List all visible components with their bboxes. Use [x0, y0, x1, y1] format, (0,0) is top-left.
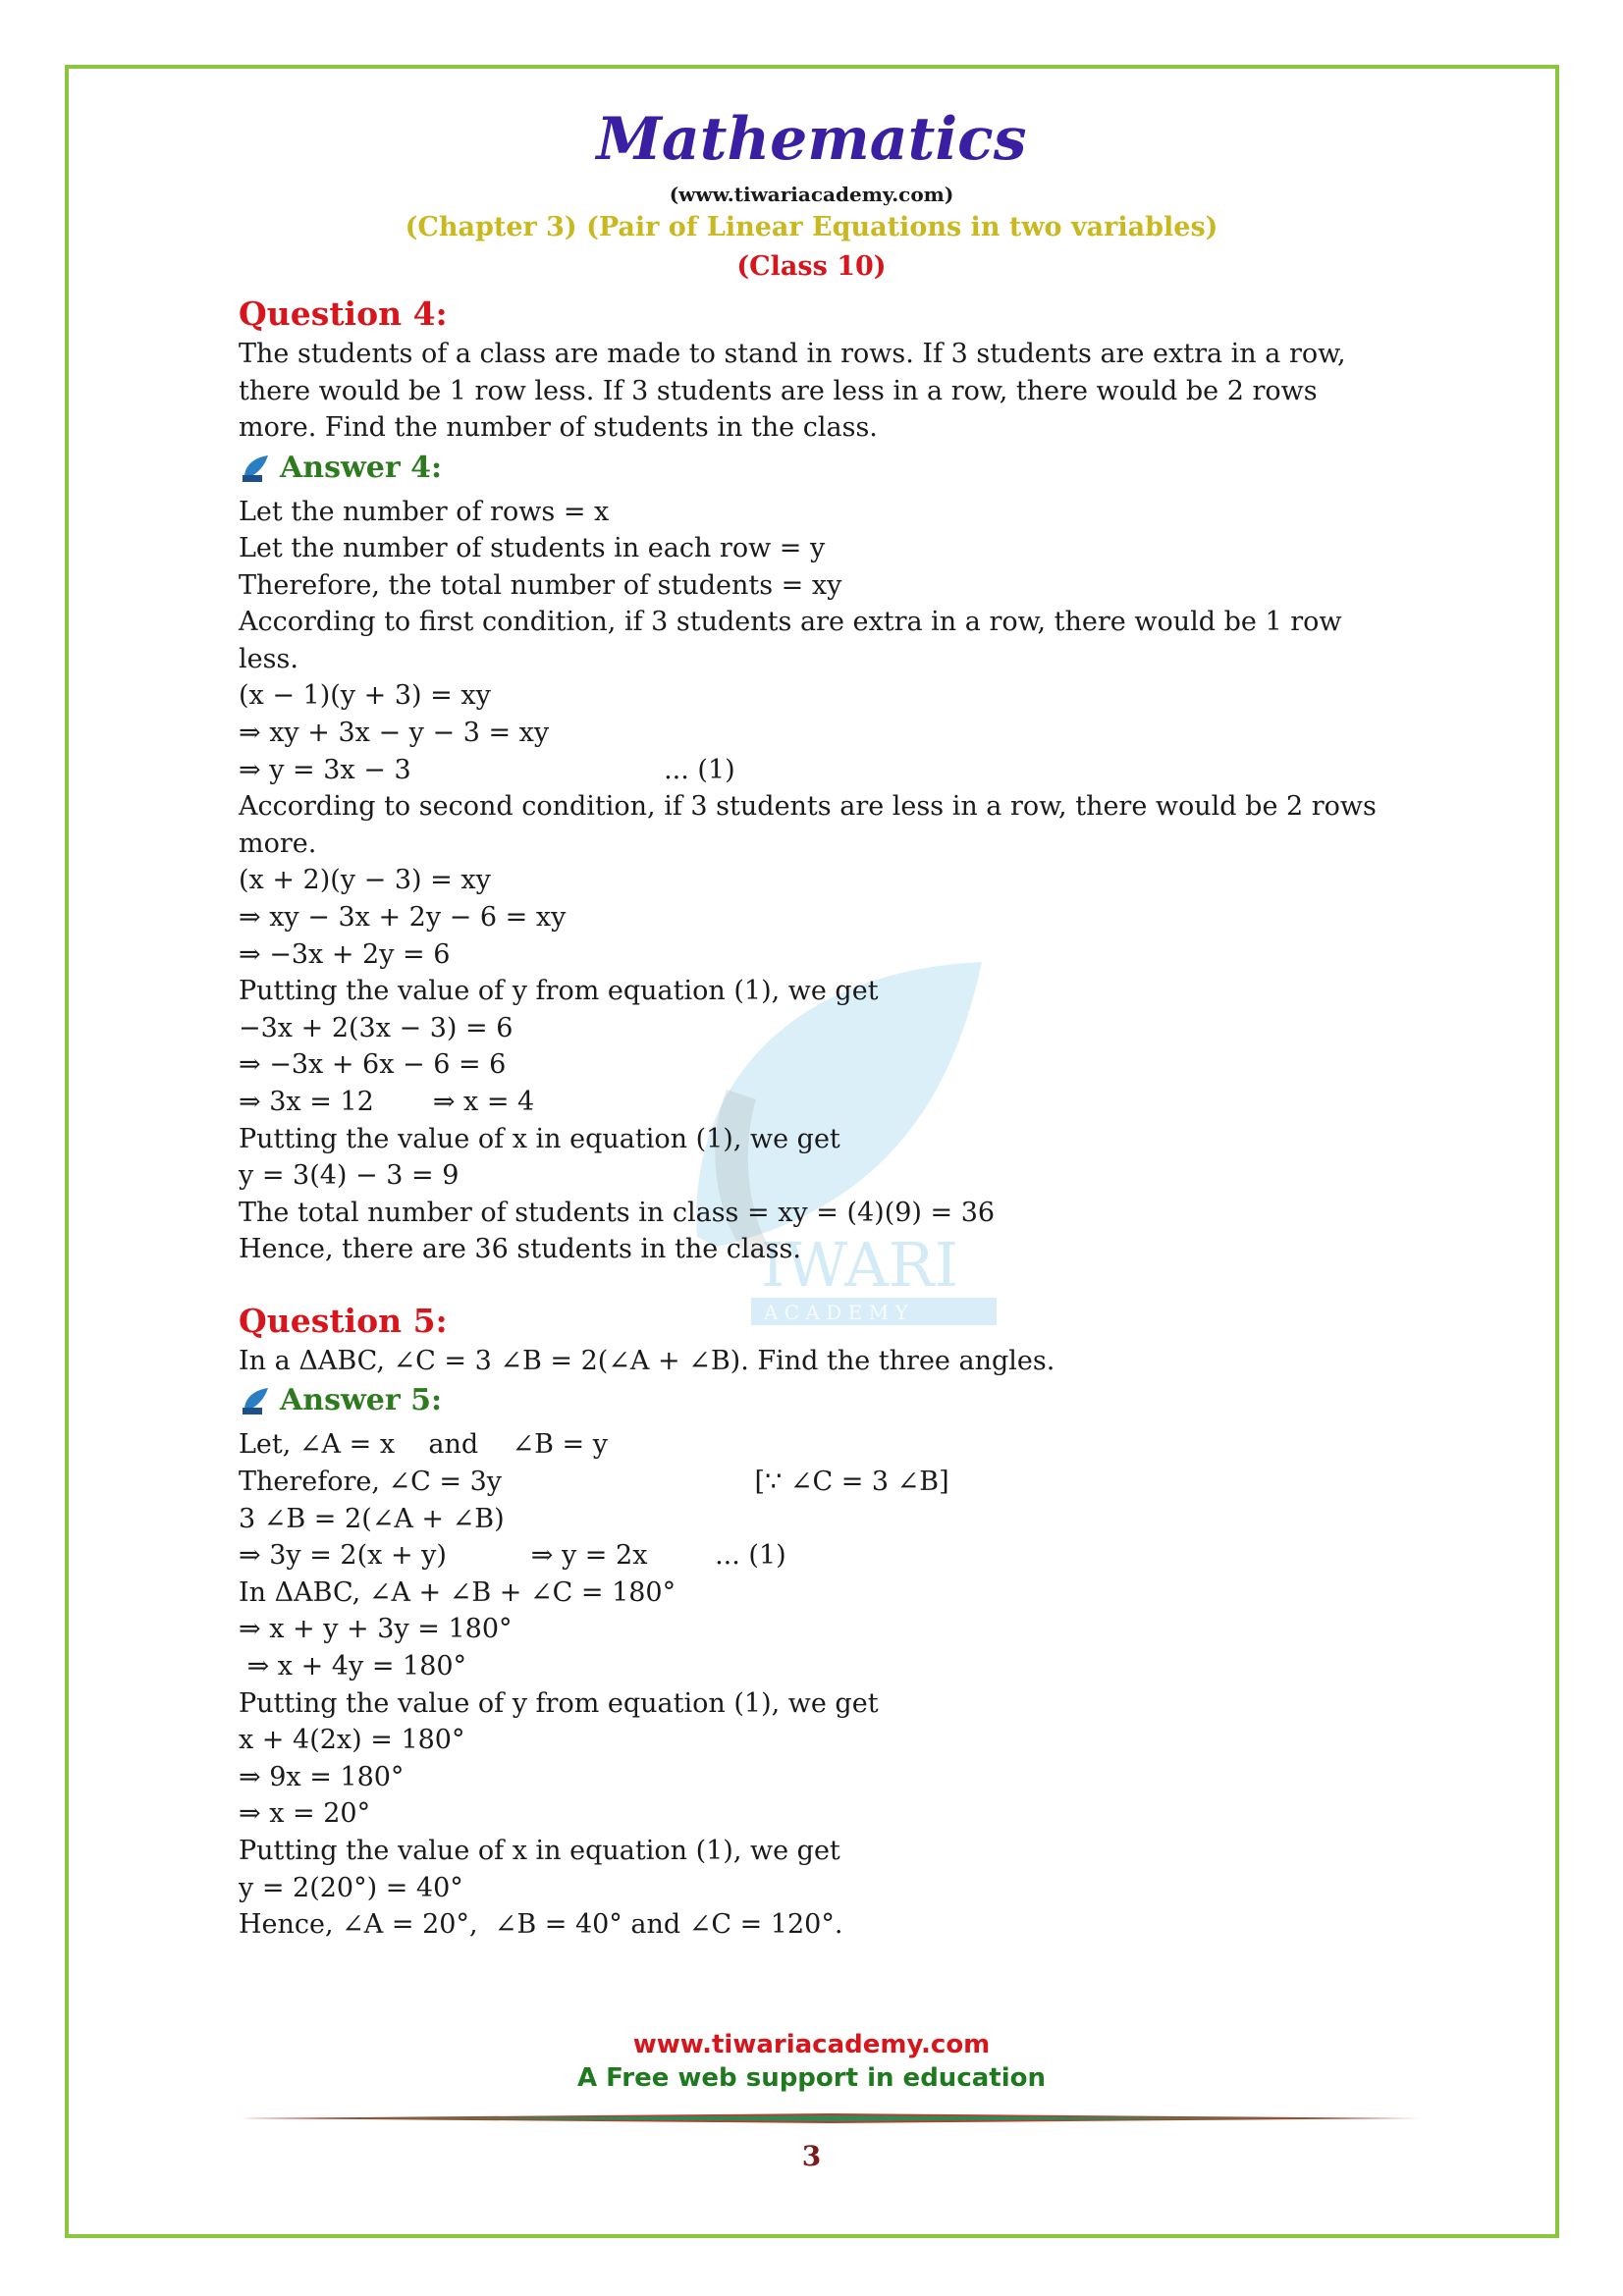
question-4-title: Question 4: [239, 294, 448, 333]
solution-line: Putting the value of y from equation (1), we get [239, 1687, 879, 1719]
footer-site-link[interactable]: www.tiwariacademy.com [632, 2030, 991, 2059]
page-title: Mathematics [596, 105, 1027, 174]
page-footer [0, 2028, 1623, 2095]
solution-line: Let the number of students in each row = y [239, 533, 826, 564]
solution-line: ⇒ x + y + 3y = 180° [239, 1614, 513, 1645]
solution-line: ⇒ x + 4y = 180° [239, 1651, 467, 1682]
watermark-word: IWARI [761, 1229, 959, 1301]
solution-line: Let the number of rows = x [239, 496, 610, 527]
solution-line: ⇒ y = 3x − 3 ... (1) [239, 754, 735, 785]
solution-line: Let, ∠A = x and ∠B = y [239, 1429, 608, 1461]
main-content [239, 293, 1397, 1944]
solution-line: (x − 1)(y + 3) = xy [239, 680, 491, 712]
answer-5-title: Answer 5: [280, 1383, 443, 1418]
solution-line: ⇒ xy − 3x + 2y − 6 = xy [239, 902, 567, 934]
question-5-title: Question 5: [239, 1301, 448, 1340]
solution-line: Therefore, the total number of students = xy [239, 569, 842, 601]
solution-line: y = 2(20°) = 40° [239, 1872, 463, 1903]
site-url: (www.tiwariacademy.com) [669, 183, 954, 206]
section-gap [239, 1268, 1397, 1300]
solution-line: Therefore, ∠C = 3y [∵ ∠C = 3 ∠B] [239, 1467, 949, 1498]
solution-line: 3 ∠B = 2(∠A + ∠B) [239, 1503, 505, 1534]
chapter-heading: (Chapter 3) (Pair of Linear Equations in two variables) [405, 212, 1218, 242]
page-header [0, 98, 1623, 287]
answer-4-heading [239, 447, 1397, 490]
footer-divider [242, 2112, 1420, 2124]
solution-line: Putting the value of x in equation (1), we get [239, 1123, 840, 1154]
solution-line: Putting the value of x in equation (1), we get [239, 1836, 840, 1866]
solution-line: y = 3(4) − 3 = 9 [239, 1160, 460, 1192]
watermark-sub: A C A D E M Y [764, 1301, 908, 1324]
page-number: 3 [801, 2140, 822, 2172]
answer-5-heading [239, 1379, 1397, 1422]
solution-line: ⇒ 3x = 12 ⇒ x = 4 [239, 1087, 535, 1117]
solution-line: According to first condition, if 3 students are extra in a row, there would be 1 row less. [239, 607, 1342, 674]
solution-line: ⇒ xy + 3x − y − 3 = xy [239, 718, 550, 749]
class-label: (Class 10) [736, 251, 887, 282]
question-4-text: The students of a class are made to stand in rows. If 3 students are extra in a row, there would be 1 row less. If 3 students are less in a row, there would be 2 rows more. Find the number of students in the class. [239, 339, 1346, 443]
solution-line: Hence, ∠A = 20°, ∠B = 40° and ∠C = 120°. [239, 1909, 843, 1941]
solution-line: ⇒ 3y = 2(x + y) ⇒ y = 2x ... (1) [239, 1540, 786, 1572]
solution-line: x + 4(2x) = 180° [239, 1725, 465, 1756]
footer-tagline: A Free web support in education [576, 2063, 1046, 2093]
solution-line: ⇒ −3x + 6x − 6 = 6 [239, 1049, 507, 1081]
solution-line: ⇒ −3x + 2y = 6 [239, 938, 451, 970]
pen-icon [239, 454, 272, 483]
solution-line: (x + 2)(y − 3) = xy [239, 865, 491, 896]
pen-icon [239, 1386, 272, 1415]
solution-line: −3x + 2(3x − 3) = 6 [239, 1012, 514, 1043]
answer-5-lines [239, 1426, 1397, 1943]
solution-line: Hence, there are 36 students in the class. [239, 1234, 801, 1265]
solution-line: The total number of students in class = xy = (4)(9) = 36 [239, 1197, 996, 1228]
answer-4-title: Answer 4: [280, 450, 443, 485]
solution-line: ⇒ 9x = 180° [239, 1761, 405, 1792]
solution-line: In ΔABC, ∠A + ∠B + ∠C = 180° [239, 1576, 676, 1608]
answer-4-lines [239, 494, 1397, 1268]
solution-line: According to second condition, if 3 students are less in a row, there would be 2 rows more. [239, 791, 1377, 859]
solution-line: Putting the value of y from equation (1), we get [239, 976, 879, 1007]
question-5-text: In a ΔABC, ∠C = 3 ∠B = 2(∠A + ∠B). Find the three angles. [239, 1345, 1055, 1376]
solution-line: ⇒ x = 20° [239, 1798, 371, 1830]
